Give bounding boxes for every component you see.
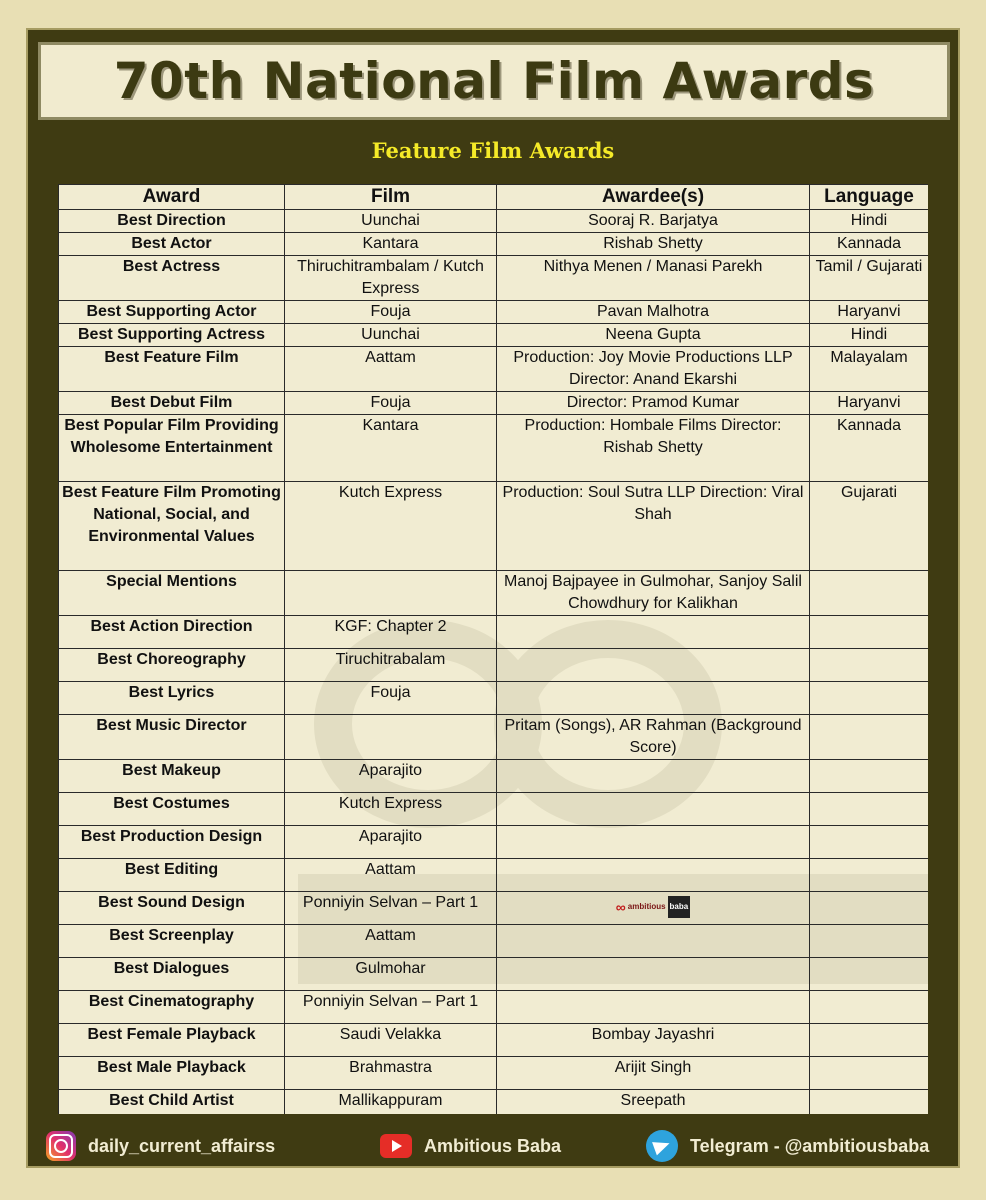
award-cell: Best Female Playback: [59, 1024, 285, 1057]
instagram-handle: daily_current_affairss: [88, 1135, 276, 1156]
ambitious-baba-logo: ∞ ambitious baba: [616, 896, 690, 918]
awards-table-container: [58, 184, 928, 1114]
table-row: [59, 415, 929, 482]
instagram-link[interactable]: [46, 1131, 275, 1161]
film-cell: Ponniyin Selvan – Part 1: [285, 991, 497, 1024]
table-row: [59, 991, 929, 1024]
table-row: [59, 301, 929, 324]
table-row: [59, 1057, 929, 1090]
film-cell: Fouja: [285, 392, 497, 415]
award-cell: Best Dialogues: [59, 958, 285, 991]
award-cell: Best Editing: [59, 859, 285, 892]
award-cell: Best Actress: [59, 256, 285, 301]
award-cell: Best Male Playback: [59, 1057, 285, 1090]
award-cell: Best Screenplay: [59, 925, 285, 958]
table-row: [59, 1024, 929, 1057]
youtube-channel: Ambitious Baba: [424, 1135, 562, 1156]
film-cell: Kutch Express: [285, 793, 497, 826]
awardee-cell: Rishab Shetty: [497, 233, 810, 256]
language-cell: Kannada: [810, 415, 929, 482]
table-row: [59, 649, 929, 682]
language-cell: Malayalam: [810, 347, 929, 392]
awardee-cell: [497, 958, 810, 991]
table-row: [59, 715, 929, 760]
film-cell: Aparajito: [285, 760, 497, 793]
language-cell: [810, 616, 929, 649]
film-cell: Mallikappuram: [285, 1090, 497, 1115]
awardee-cell: [497, 793, 810, 826]
section-subtitle: Feature Film Awards: [371, 138, 615, 163]
awardee-cell: [497, 682, 810, 715]
title-banner: [38, 42, 950, 120]
youtube-link[interactable]: [380, 1134, 561, 1158]
table-row: [59, 210, 929, 233]
table-row: [59, 925, 929, 958]
film-cell: Gulmohar: [285, 958, 497, 991]
youtube-icon: [380, 1134, 412, 1158]
film-cell: Aparajito: [285, 826, 497, 859]
language-cell: Kannada: [810, 233, 929, 256]
awardee-cell: Arijit Singh: [497, 1057, 810, 1090]
awardee-cell: Nithya Menen / Manasi Parekh: [497, 256, 810, 301]
awardee-cell: [497, 760, 810, 793]
film-cell: Saudi Velakka: [285, 1024, 497, 1057]
film-cell: Fouja: [285, 682, 497, 715]
table-row: [59, 793, 929, 826]
page-title: 70th National Film Awards: [113, 52, 875, 110]
awardee-cell: [497, 925, 810, 958]
column-header-film: Film: [285, 185, 497, 210]
table-row: [59, 347, 929, 392]
film-cell: Uunchai: [285, 210, 497, 233]
awardee-cell: Production: Hombale Films Director: Rishab Shetty: [497, 415, 810, 482]
language-cell: [810, 682, 929, 715]
column-header-awardee: Awardee(s): [497, 185, 810, 210]
award-cell: Best Costumes: [59, 793, 285, 826]
language-cell: Gujarati: [810, 482, 929, 571]
table-row: [59, 958, 929, 991]
column-header-language: Language: [810, 185, 929, 210]
language-cell: [810, 571, 929, 616]
film-cell: [285, 571, 497, 616]
language-cell: [810, 991, 929, 1024]
table-header-row: [59, 185, 929, 210]
award-cell: Best Production Design: [59, 826, 285, 859]
awardee-cell: Production: Soul Sutra LLP Direction: Viral Shah: [497, 482, 810, 571]
film-cell: Kutch Express: [285, 482, 497, 571]
infinity-icon: ∞: [615, 899, 626, 915]
award-cell: Special Mentions: [59, 571, 285, 616]
table-row: [59, 324, 929, 347]
language-cell: Hindi: [810, 324, 929, 347]
language-cell: [810, 715, 929, 760]
award-cell: Best Lyrics: [59, 682, 285, 715]
film-cell: Uunchai: [285, 324, 497, 347]
awardee-cell: Sooraj R. Barjatya: [497, 210, 810, 233]
awardee-cell: Sreepath: [497, 1090, 810, 1115]
awardee-cell: Pavan Malhotra: [497, 301, 810, 324]
table-row: [59, 392, 929, 415]
awardee-cell: [497, 859, 810, 892]
table-row: [59, 682, 929, 715]
film-cell: Aattam: [285, 925, 497, 958]
film-cell: Thiruchitrambalam / Kutch Express: [285, 256, 497, 301]
language-cell: [810, 649, 929, 682]
table-row: [59, 616, 929, 649]
telegram-link[interactable]: [646, 1130, 929, 1162]
language-cell: [810, 958, 929, 991]
film-cell: Kantara: [285, 415, 497, 482]
instagram-icon: [46, 1131, 76, 1161]
table-row: [59, 482, 929, 571]
language-cell: [810, 1090, 929, 1115]
language-cell: [810, 859, 929, 892]
column-header-award: Award: [59, 185, 285, 210]
table-row: [59, 859, 929, 892]
language-cell: Hindi: [810, 210, 929, 233]
award-cell: Best Supporting Actor: [59, 301, 285, 324]
award-cell: Best Supporting Actress: [59, 324, 285, 347]
table-row: [59, 571, 929, 616]
language-cell: [810, 826, 929, 859]
award-cell: Best Music Director: [59, 715, 285, 760]
awards-table: [58, 184, 928, 1114]
film-cell: Fouja: [285, 301, 497, 324]
award-cell: Best Debut Film: [59, 392, 285, 415]
film-cell: [285, 715, 497, 760]
awardee-cell: [497, 826, 810, 859]
film-cell: Brahmastra: [285, 1057, 497, 1090]
awardee-cell: [497, 649, 810, 682]
language-cell: [810, 892, 929, 925]
language-cell: Haryanvi: [810, 301, 929, 324]
awardee-cell: [497, 892, 810, 925]
table-row: [59, 233, 929, 256]
table-row: [59, 1090, 929, 1115]
award-cell: Best Sound Design: [59, 892, 285, 925]
table-row: [59, 256, 929, 301]
award-cell: Best Direction: [59, 210, 285, 233]
award-cell: Best Actor: [59, 233, 285, 256]
language-cell: [810, 925, 929, 958]
telegram-handle: Telegram - @ambitiousbaba: [690, 1135, 930, 1156]
award-cell: Best Feature Film: [59, 347, 285, 392]
film-cell: KGF: Chapter 2: [285, 616, 497, 649]
film-cell: Aattam: [285, 859, 497, 892]
awardee-cell: Pritam (Songs), AR Rahman (Background Score): [497, 715, 810, 760]
table-row: [59, 826, 929, 859]
language-cell: [810, 760, 929, 793]
award-cell: Best Feature Film Promoting National, Social, and Environmental Values: [59, 482, 285, 571]
film-cell: Ponniyin Selvan – Part 1: [285, 892, 497, 925]
table-row: [59, 892, 929, 925]
awardee-cell: Director: Pramod Kumar: [497, 392, 810, 415]
awardee-cell: [497, 616, 810, 649]
film-cell: Kantara: [285, 233, 497, 256]
awardee-cell: Neena Gupta: [497, 324, 810, 347]
language-cell: Tamil / Gujarati: [810, 256, 929, 301]
awardee-cell: Manoj Bajpayee in Gulmohar, Sanjoy Salil Chowdhury for Kalikhan: [497, 571, 810, 616]
telegram-icon: [646, 1130, 678, 1162]
film-cell: Aattam: [285, 347, 497, 392]
language-cell: [810, 1057, 929, 1090]
award-cell: Best Cinematography: [59, 991, 285, 1024]
social-footer: [26, 1124, 960, 1168]
language-cell: [810, 1024, 929, 1057]
award-cell: Best Popular Film Providing Wholesome Entertainment: [59, 415, 285, 482]
language-cell: Haryanvi: [810, 392, 929, 415]
awardee-cell: Bombay Jayashri: [497, 1024, 810, 1057]
awardee-cell: [497, 991, 810, 1024]
table-row: [59, 760, 929, 793]
language-cell: [810, 793, 929, 826]
film-cell: Tiruchitrabalam: [285, 649, 497, 682]
award-cell: Best Child Artist: [59, 1090, 285, 1115]
awardee-cell: Production: Joy Movie Productions LLP Director: Anand Ekarshi: [497, 347, 810, 392]
award-cell: Best Action Direction: [59, 616, 285, 649]
award-cell: Best Choreography: [59, 649, 285, 682]
award-cell: Best Makeup: [59, 760, 285, 793]
